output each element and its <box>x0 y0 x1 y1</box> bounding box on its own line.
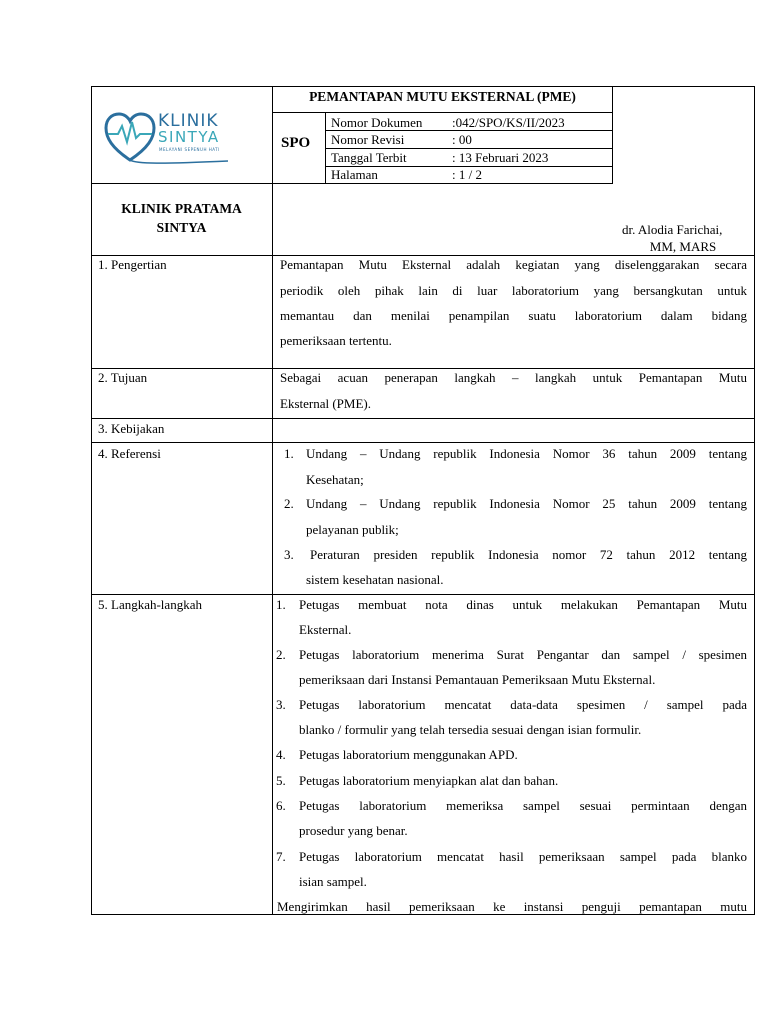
section-label-referensi: 4. Referensi <box>98 446 161 461</box>
referensi-item-3-line1: Peraturan presiden republik Indonesia nomor 72 tahun 2012 tentang <box>310 547 747 562</box>
logo-tagline: MELAYANI SEPENUH HATI <box>159 147 220 152</box>
langkah-item-4-number: 4. <box>276 747 286 762</box>
referensi-item-1-number: 1. <box>284 446 294 461</box>
signer-name-line1: dr. Alodia Farichai, <box>622 222 723 237</box>
langkah-item-2-number: 2. <box>276 647 286 662</box>
langkah-item-6-line1: Petugas laboratorium memeriksa sampel sesuai permintaan dengan <box>299 798 747 813</box>
section-label-kebijakan: 3. Kebijakan <box>98 421 165 436</box>
langkah-item-1-line1: Petugas membuat nota dinas untuk melakukan Pemantapan Mutu <box>299 597 747 612</box>
pengertian-line-4: pemeriksaan tertentu. <box>280 333 392 348</box>
langkah-item-1-line2: Eksternal. <box>299 622 352 637</box>
clinic-name-line2: SINTYA <box>156 220 207 235</box>
tujuan-line-1: Sebagai acuan penerapan langkah – langkah untuk Pemantapan Mutu <box>280 370 747 385</box>
langkah-item-1-number: 1. <box>276 597 286 612</box>
clinic-name-line1: KLINIK PRATAMA <box>121 201 242 216</box>
tujuan-line-2: Eksternal (PME). <box>280 396 371 411</box>
langkah-item-3-line1: Petugas laboratorium mencatat data-data spesimen / sampel pada <box>299 697 747 712</box>
referensi-item-1-line1: Undang – Undang republik Indonesia Nomor 36 tahun 2009 tentang <box>306 446 747 461</box>
meta-label-tanggal-terbit: Tanggal Terbit <box>331 150 407 165</box>
langkah-item-7-number: 7. <box>276 849 286 864</box>
langkah-item-6-line2: prosedur yang benar. <box>299 823 408 838</box>
pengertian-line-3: memantau dan menilai penampilan suatu laboratorium dalam bidang <box>280 308 747 323</box>
signer-name-line2: MM, MARS <box>649 239 717 254</box>
referensi-item-3-line2: sistem kesehatan nasional. <box>306 572 444 587</box>
spo-label: SPO <box>281 135 311 151</box>
meta-value-tanggal-terbit: : 13 Februari 2023 <box>452 150 549 165</box>
referensi-item-3-number: 3. <box>284 547 294 562</box>
logo-word-sintya: SINTYA <box>158 128 220 146</box>
section-label-langkah: 5. Langkah-langkah <box>98 597 202 612</box>
meta-label-halaman: Halaman <box>331 167 378 182</box>
langkah-item-7-line2: isian sampel. <box>299 874 367 889</box>
pengertian-line-2: periodik oleh pihak lain di luar laboratorium yang bersangkutan untuk <box>280 283 747 298</box>
document-title: PEMANTAPAN MUTU EKSTERNAL (PME) <box>309 89 576 104</box>
section-label-tujuan: 2. Tujuan <box>98 370 148 385</box>
meta-label-nomor-dokumen: Nomor Dokumen <box>331 115 423 130</box>
referensi-item-2-line2: pelayanan publik; <box>306 522 399 537</box>
meta-label-nomor-revisi: Nomor Revisi <box>331 132 405 147</box>
langkah-item-5-number: 5. <box>276 773 286 788</box>
section-label-pengertian: 1. Pengertian <box>98 257 167 272</box>
langkah-item-7-line1: Petugas laboratorium mencatat hasil pemeriksaan sampel pada blanko <box>299 849 747 864</box>
langkah-trailing-line: Mengirimkan hasil pemeriksaan ke instansi penguji pemantapan mutu <box>277 899 747 914</box>
meta-value-nomor-revisi: : 00 <box>452 132 472 147</box>
meta-value-halaman: : 1 / 2 <box>452 167 482 182</box>
langkah-item-3-line2: blanko / formulir yang telah tersedia sesuai dengan isian formulir. <box>299 722 642 737</box>
langkah-item-4-line1: Petugas laboratorium menggunakan APD. <box>299 747 518 762</box>
logo-word-klinik: KLINIK <box>158 111 219 131</box>
langkah-item-6-number: 6. <box>276 798 286 813</box>
langkah-item-2-line2: pemeriksaan dari Instansi Pemantauan Pemeriksaan Mutu Eksternal. <box>299 672 656 687</box>
pengertian-line-1: Pemantapan Mutu Eksternal adalah kegiatan yang diselenggarakan secara <box>280 257 747 272</box>
langkah-item-2-line1: Petugas laboratorium menerima Surat Pengantar dan sampel / spesimen <box>299 647 747 662</box>
referensi-item-1-line2: Kesehatan; <box>306 472 364 487</box>
langkah-item-5-line1: Petugas laboratorium menyiapkan alat dan bahan. <box>299 773 559 788</box>
referensi-item-2-line1: Undang – Undang republik Indonesia Nomor 25 tahun 2009 tentang <box>306 496 747 511</box>
langkah-item-3-number: 3. <box>276 697 286 712</box>
referensi-item-2-number: 2. <box>284 496 294 511</box>
clinic-logo <box>102 108 232 166</box>
meta-value-nomor-dokumen: :042/SPO/KS/II/2023 <box>452 115 565 130</box>
